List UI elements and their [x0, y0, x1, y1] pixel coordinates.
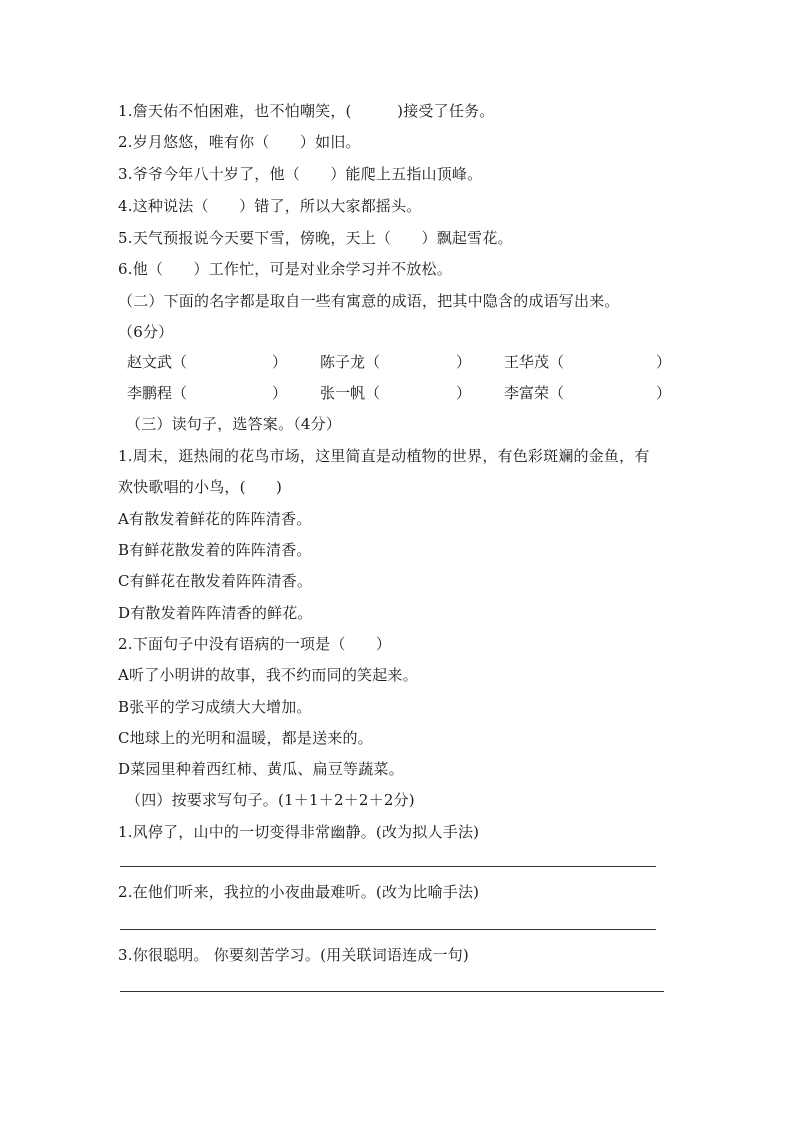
name-zhaowenwu-close: ） — [272, 353, 288, 371]
q2-option-b: B张平的学习成绩大大增加。 — [118, 698, 312, 716]
rewrite-item-2: 2.在他们听来，我拉的小夜曲最难听。(改为比喻手法) — [118, 883, 480, 901]
name-zhaowenwu: 赵文武（ — [127, 353, 188, 371]
q1-stem-line2: 欢快歌唱的小鸟，( ) — [118, 478, 283, 496]
section2-heading: （二）下面的名字都是取自一些有寓意的成语，把其中隐含的成语写出来。 — [118, 292, 620, 310]
name-wanghuamao: 王华茂（ — [504, 353, 565, 371]
fill-item-3: 3.爷爷今年八十岁了，他（ ）能爬上五指山顶峰。 — [118, 165, 483, 183]
name-zhangyifan: 张一帆（ — [320, 384, 381, 402]
q2-stem: 2.下面句子中没有语病的一项是（ ） — [118, 635, 392, 653]
q2-option-c: C地球上的光明和温暖，都是送来的。 — [118, 729, 373, 747]
rewrite-item-3: 3.你很聪明。 你要刻苦学习。(用关联词语连成一句) — [118, 946, 469, 964]
q2-option-d: D菜园里种着西红柿、黄瓜、扁豆等蔬菜。 — [118, 760, 404, 778]
q1-option-a: A有散发着鲜花的阵阵清香。 — [118, 510, 312, 528]
name-chenzilong: 陈子龙（ — [320, 353, 381, 371]
name-zhangyifan-close: ） — [456, 384, 472, 402]
answer-line-1[interactable] — [120, 866, 656, 867]
q1-option-c: C有鲜花在散发着阵阵清香。 — [118, 572, 313, 590]
name-wanghuamao-close: ） — [656, 353, 672, 371]
fill-item-1: 1.詹天佑不怕困难，也不怕嘲笑，( )接受了任务。 — [118, 102, 495, 120]
section2-score: （6分） — [118, 323, 174, 341]
answer-line-3[interactable] — [120, 991, 664, 992]
answer-line-2[interactable] — [120, 929, 656, 930]
fill-item-5: 5.天气预报说今天要下雪，傍晚，天上（ ）飘起雪花。 — [118, 229, 513, 247]
section3-heading: （三）读句子，选答案。（4分） — [126, 415, 342, 433]
q2-option-a: A听了小明讲的故事，我不约而同的笑起来。 — [118, 666, 418, 684]
name-lifurong: 李富荣（ — [504, 384, 565, 402]
fill-item-2: 2.岁月悠悠，唯有你（ ）如旧。 — [118, 133, 361, 151]
name-chenzilong-close: ） — [456, 353, 472, 371]
name-lifurong-close: ） — [656, 384, 672, 402]
name-lipengcheng-close: ） — [272, 384, 288, 402]
q1-option-b: B有鲜花散发着的阵阵清香。 — [118, 541, 312, 559]
name-lipengcheng: 李鹏程（ — [127, 384, 188, 402]
rewrite-item-1: 1.风停了，山中的一切变得非常幽静。(改为拟人手法) — [118, 823, 480, 841]
section4-heading: （四）按要求写句子。(1＋1＋2＋2＋2分) — [126, 791, 415, 809]
fill-item-4: 4.这种说法（ ）错了，所以大家都摇头。 — [118, 197, 422, 215]
fill-item-6: 6.他（ ）工作忙，可是对业余学习并不放松。 — [118, 260, 452, 278]
q1-option-d: D有散发着阵阵清香的鲜花。 — [118, 604, 313, 622]
q1-stem-line1: 1.周末，逛热闹的花鸟市场，这里简直是动植物的世界，有色彩斑斓的金鱼，有 — [118, 447, 650, 465]
